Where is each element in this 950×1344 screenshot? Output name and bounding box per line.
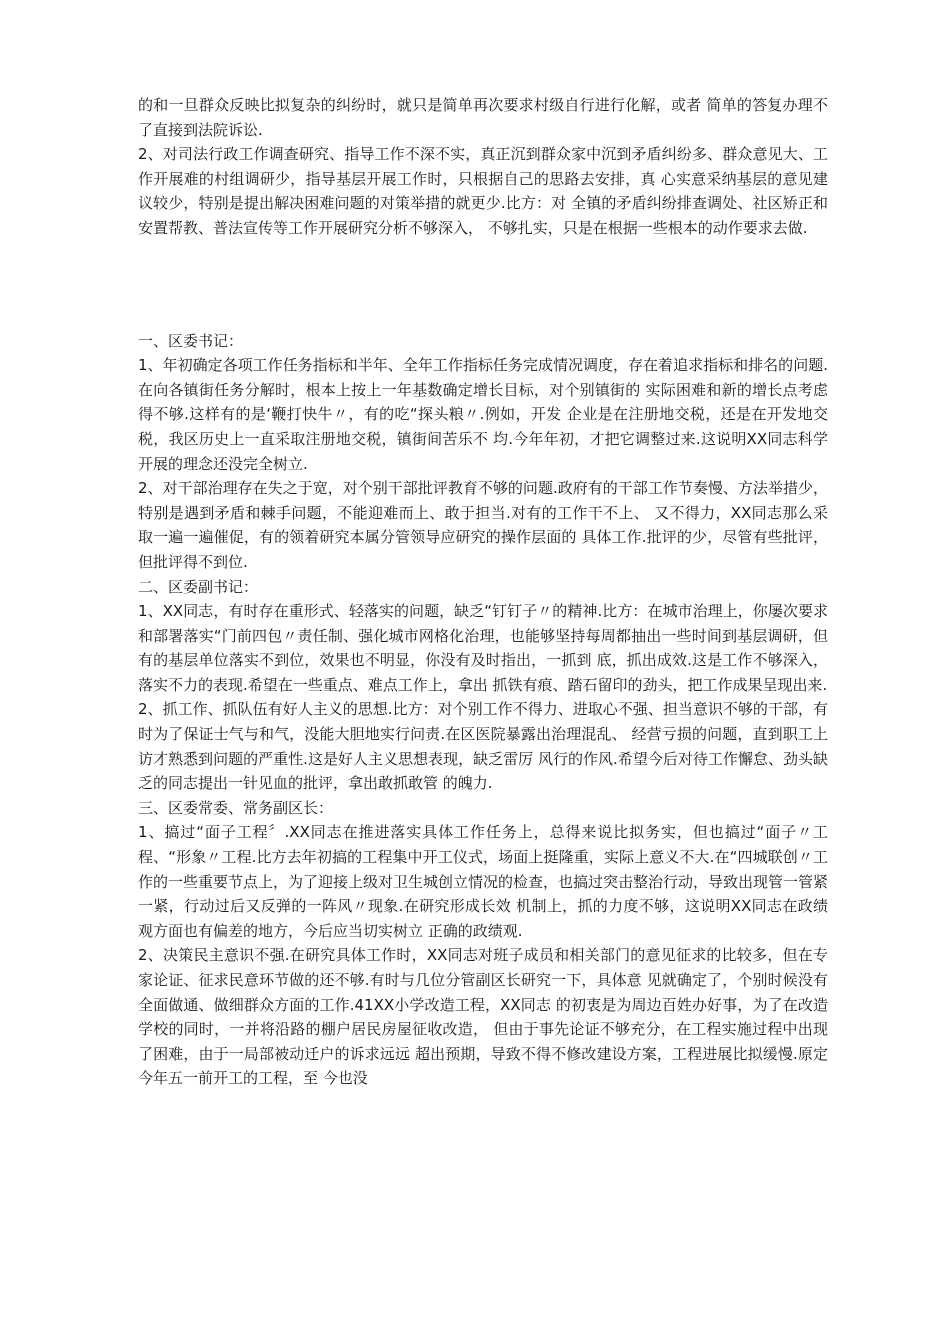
paragraph: 2、对干部治理存在失之于宽，对个别干部批评教育不够的问题.政府有的干部工作节奏慢、方法举措少，特别是遇到矛盾和棘手问题，不能迎难而上、敢于担当.对有的工作干不上、 又不得力，XX同志那么采取一遍一遍催促，有的领着研究本属分管领导应研究的操作层面的 具体工作.批评的少，尽管有些批评，但批评得不到位. <box>138 479 828 571</box>
paragraph: 1、搞过“面子工程〞.XX同志在推进落实具体工作任务上，总得来说比拟务实，但也搞过“面子〃工程、“形象〃工程.比方去年初搞的工程集中开工仪式，场面上挺隆重，实际上意义不大.在“四城联创〃工作的一些重要节点上，为了迎接上级对卫生城创立情况的检查，也搞过突击整治行动，导致出现管一管紧一紧，行动过后又反弹的一阵风〃现象.在研究形成长效 机制上，抓的力度不够，这说明XX同志在政绩观方面也有偏差的地方，今后应当切实树立 正确的政绩观. <box>138 823 829 940</box>
document-page <box>138 93 828 1091</box>
paragraph: 1、年初确定各项工作任务指标和半年、全年工作指标任务完成情况调度，存在着追求指标和排名的问题.在向各镇街任务分解时，根本上按上一年基数确定增长目标，对个别镇街的 实际困难和新的增长点考虑得不够.这样有的是‘鞭打快牛〃，有的吃“探头粮〃.例如，开发 企业是在注册地交税，还是在开发地交税，我区历史上一直采取注册地交税，镇街间苦乐不 均.今年年初，才把它调整过来.这说明XX同志科学开展的理念还没完全树立. <box>138 356 828 473</box>
paragraph: 1、XX同志，有时存在重形式、轻落实的问题，缺乏“钉钉子〃的精神.比方：在城市治理上，你屡次要求和部署落实“门前四包〃责任制、强化城市网格化治理，也能够坚持每周都抽出一些时间到基层调研，但有的基层单位落实不到位，效果也不明显，你没有及时指出，一抓到 底，抓出成效.这是工作不够深入，落实不力的表现.希望在一些重点、难点工作上，拿出 抓铁有痕、踏石留印的劲头，把工作成果呈现出来. <box>138 602 828 694</box>
heading-district-secretary: 一、区委书记： <box>138 331 244 350</box>
paragraph: 的和一旦群众反映比拟复杂的纠纷时，就只是简单再次要求村级自行进行化解，或者 简单的答复办理不了直接到法院诉讼. <box>138 96 828 139</box>
paragraph: 2、决策民主意识不强.在研究具体工作时，XX同志对班子成员和相关部门的意见征求的比较多，但在专家论证、征求民意环节做的还不够.有时与几位分管副区长研究一下，具体意 见就确定了，个别时候没有全面做通、做细群众方面的工作.41XX小学改造工程，XX同志 的初衷是为周边百姓办好事，为了在改造学校的同时，一并将沿路的棚户居民房屋征收改造， 但由于事先论证不够充分，在工程实施过程中出现了困难，由于一局部被动迁户的诉求远远 超出预期，导致不得不修改建设方案，工程进展比拟缓慢.原定今年五一前开工的工程，至 今也没 <box>138 946 828 1088</box>
paragraph: 2、抓工作、抓队伍有好人主义的思想.比方：对个别工作不得力、进取心不强、担当意识不够的干部，有时为了保证士气与和气，没能大胆地实行问责.在区医院暴露出治理混乱、 经营亏损的问题，直到职工上访才熟悉到问题的严重性.这是好人主义思想表现，缺乏雷厉 风行的作风.希望今后对待工作懈怠、劲头缺乏的同志提出一针见血的批评，拿出敢抓敢管 的魄力. <box>138 700 828 793</box>
blank-gap <box>138 241 828 329</box>
heading-executive-deputy: 三、区委常委、常务副区长： <box>138 798 334 817</box>
heading-deputy-secretary: 二、区委副书记： <box>138 577 259 596</box>
paragraph: 2、对司法行政工作调查研究、指导工作不深不实，真正沉到群众家中沉到矛盾纠纷多、群众意见大、工作开展难的村组调研少，指导基层开展工作时，只根据自己的思路去安排，真 心实意采纳基层的意见建议较少，特别是提出解决困难问题的对策举措的就更少.比方：对 全镇的矛盾纠纷排查调处、社区矫正和安置帮教、普法宣传等工作开展研究分析不够深入， 不够扎实，只是在根据一些根本的动作要求去做. <box>138 145 828 237</box>
section-evaluations <box>138 329 828 1091</box>
section-continuation <box>138 93 828 241</box>
